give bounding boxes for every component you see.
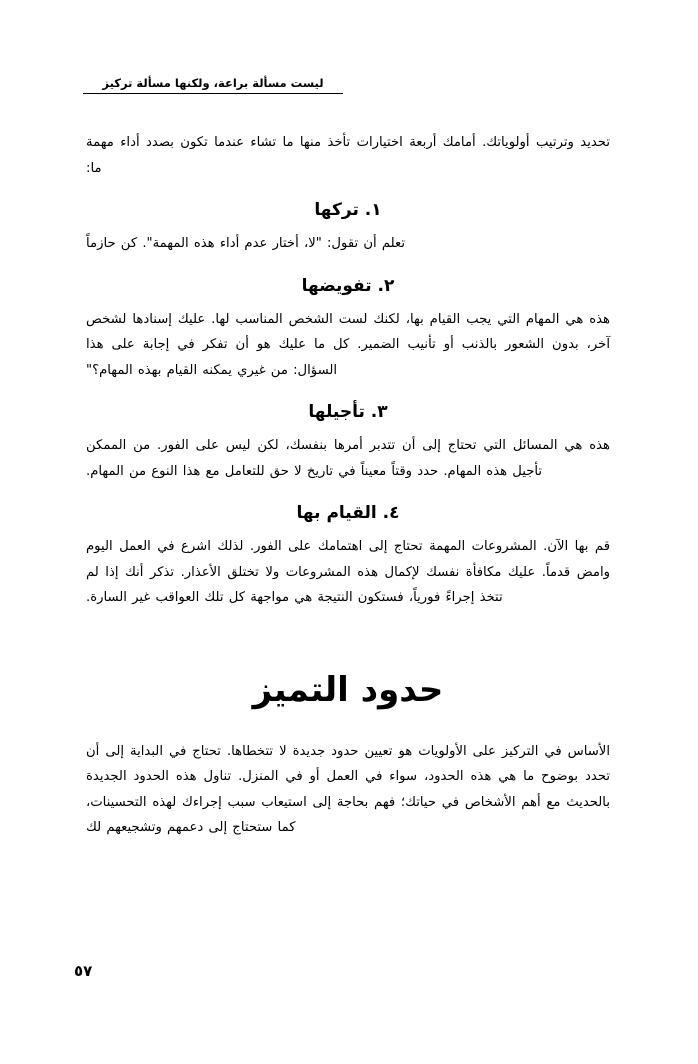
item-heading-1: ١. تركها (314, 200, 382, 220)
item-paragraph-2: هذه هي المهام التي يجب القيام بها، لكنك لست الشخص المناسب لها. عليك إسنادها لشخص آخر، بدون الشعور بالذنب أو تأنيب الضمير. كل ما عليك هو أن تفكر في إجابة على هذا السؤال: من غيري يمكنه القيام بهذه المهام؟" (86, 311, 610, 378)
body-column (86, 130, 610, 841)
intro-paragraph: تحديد وترتيب أولوياتك. أمامك أربعة اختيارات تأخذ منها ما تشاء عندما تكون بصدد أداء مهمة ما: (86, 135, 610, 176)
item-heading-2: ٢. تفويضها (301, 275, 395, 296)
item-paragraph-1: تعلم أن تقول: "لا، أختار عدم أداء هذه المهمة". كن حازماً (86, 236, 406, 251)
item-heading-4: ٤. القيام بها (296, 503, 400, 523)
section-title: حدود التميز (252, 669, 444, 710)
section-paragraph: الأساس في التركيز على الأولويات هو تعيين حدود جديدة لا تتخطاها. تحتاج في البداية إلى أن تحدد بوضوح ما هي هذه الحدود، سواء في العمل أو في المنزل. تناول هذه الحدود الجديدة بالحديث مع أهم الأشخاص في حياتك؛ فهم بحاجة إلى استيعاب سبب إجراءك لهذه التحسينات، كما ستحتاج إلى دعمهم وتشجيعهم لك (86, 743, 610, 835)
running-head-rule (83, 93, 343, 94)
page-number: ٥٧ (74, 962, 93, 980)
item-paragraph-3: هذه هي المسائل التي تحتاج إلى أن تتدبر أمرها بنفسك، لكن ليس على الفور. من الممكن تأجيل هذه المهام. حدد وقتاً معيناً في تاريخ لا حق للتعامل مع هذا النوع من المهام. (86, 438, 610, 479)
running-head (83, 76, 343, 94)
item-paragraph-4: قم بها الآن. المشروعات المهمة تحتاج إلى اهتمامك على الفور. لذلك اشرع في العمل اليوم وامض قدماً. عليك مكافأة نفسك لإكمال هذه المشروعات ولا تختلق الأعذار. تذكر أنك إذا لم تتخذ إجراءً فورياً، فستكون النتيجة هي مواجهة كل تلك العواقب غير السارة. (86, 539, 610, 605)
running-head-text: ليست مسألة براعة، ولكنها مسألة تركيز (102, 76, 324, 90)
item-heading-3: ٣. تأجيلها (308, 402, 388, 422)
